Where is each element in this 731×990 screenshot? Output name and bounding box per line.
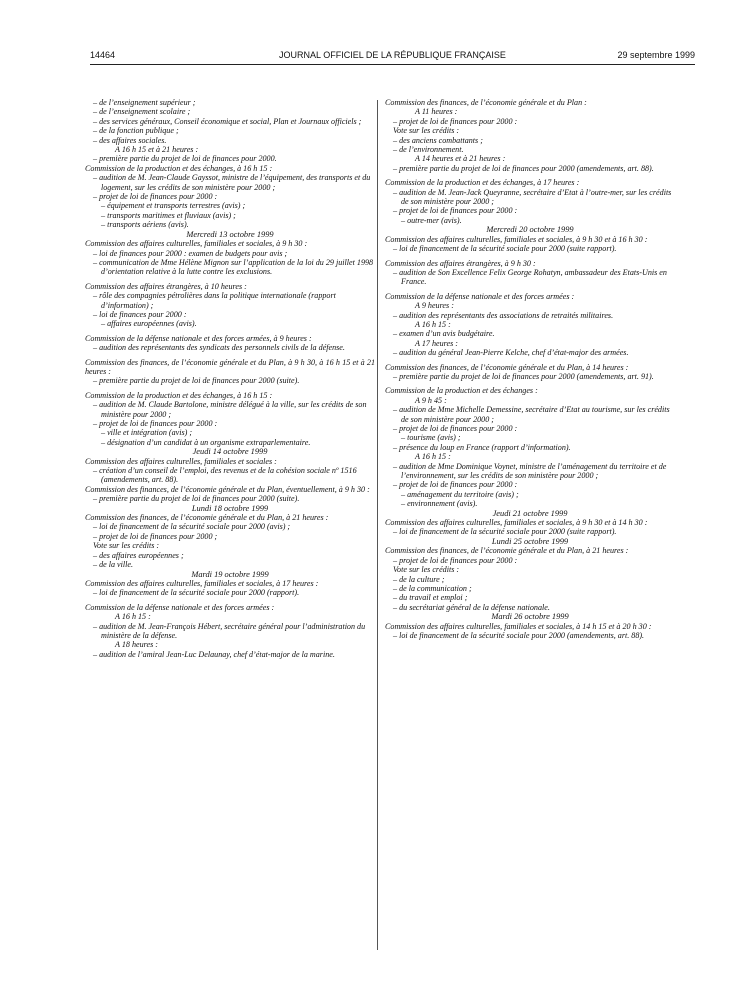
commission-heading: Commission des finances, de l’économie générale et du Plan, à 21 heures : <box>385 546 629 556</box>
date-heading: Lundi 18 octobre 1999 <box>191 503 269 513</box>
agenda-item: – audition de l’amiral Jean-Luc Delaunay, chef d’état-major de la marine. <box>93 649 335 659</box>
date-heading: Lundi 25 octobre 1999 <box>491 536 569 546</box>
agenda-item: – première partie du projet de loi de finances pour 2000. <box>93 154 277 164</box>
agenda-subitem: – transports maritimes et fluviaux (avis) ; <box>101 210 236 220</box>
agenda-item: – audition des représentants des syndicats des personnels civils de la défense. <box>93 343 345 353</box>
time-label: A 16 h 15 : <box>115 612 151 622</box>
commission-heading: Commission des affaires culturelles, familiales et sociales, à 9 h 30 et à 16 h 30 : <box>385 234 648 244</box>
time-label: A 9 heures : <box>415 301 454 311</box>
agenda-item: – création d’un conseil de l’emploi, des revenus et de la cohésion sociale nº 1516 (amendements, art. 88). <box>93 466 357 485</box>
left-column <box>85 98 375 659</box>
agenda-item: – loi de financement de la sécurité sociale pour 2000 (suite rapport). <box>393 244 617 254</box>
right-column <box>385 98 675 640</box>
agenda-item: – rôle des compagnies pétrolières dans la politique internationale (rapport d’information) ; <box>93 291 336 310</box>
agenda-item: – projet de loi de finances pour 2000 : <box>93 419 218 428</box>
commission-heading: Commission des affaires culturelles, familiales et sociales : <box>85 456 277 466</box>
agenda-item: – du secrétariat général de la défense nationale. <box>393 602 550 612</box>
agenda-subitem: – désignation d’un candidat à un organisme extraparlementaire. <box>101 437 311 447</box>
agenda-item: – projet de loi de finances pour 2000 : <box>393 206 518 216</box>
commission-heading: Commission des affaires culturelles, familiales et sociales, à 9 h 30 et à 14 h 30 : <box>385 518 648 528</box>
agenda-item: – audition du général Jean-Pierre Kelche, chef d’état-major des armées. <box>393 348 629 358</box>
agenda-item: – communication de Mme Hélène Mignon sur l’application de la loi du 29 juillet 1998 d’orientation relative à la lutte contre les exclusions. <box>93 257 374 277</box>
commission-heading: Commission des affaires culturelles, familiales et sociales, à 14 h 15 et à 20 h 30 : <box>385 621 652 631</box>
agenda-item: – du travail et emploi ; <box>393 593 468 603</box>
header-rule <box>90 64 695 65</box>
commission-heading: Commission de la défense nationale et des forces armées : <box>85 602 275 612</box>
agenda-item: – des affaires sociales. <box>93 135 167 145</box>
agenda-item: – première partie du projet de loi de finances pour 2000 (suite). <box>93 494 300 504</box>
agenda-item: – des services généraux, Conseil économique et social, Plan et Journaux officiels ; <box>93 116 362 126</box>
agenda-item: – audition de M. Jean-François Hébert, secrétaire général pour l’administration du ministère de la défense. <box>93 621 366 640</box>
commission-heading: Commission des finances, de l’économie générale et du Plan : <box>385 98 587 107</box>
vote-label: Vote sur les crédits : <box>93 541 160 551</box>
agenda-item: – audition de Mme Dominique Voynet, ministre de l’aménagement du territoire et de l’environnement, sur les crédits de son ministère pour 2000 ; <box>393 461 667 481</box>
commission-heading: Commission des finances, de l’économie générale et du Plan, éventuellement, à 9 h 30 : <box>85 484 370 494</box>
agenda-item: – première partie du projet de loi de finances pour 2000 (suite). <box>93 376 300 386</box>
commission-heading: Commission de la production et des échanges, à 16 h 15 : <box>85 163 273 173</box>
agenda-item: – projet de loi de finances pour 2000 ; <box>93 531 218 541</box>
agenda-item: – projet de loi de finances pour 2000 : <box>393 480 518 490</box>
agenda-item: – examen d’un avis budgétaire. <box>393 329 495 339</box>
time-label: A 17 heures : <box>415 338 458 348</box>
agenda-subitem: – transports aériens (avis). <box>101 220 189 230</box>
agenda-subitem: – environnement (avis). <box>401 499 478 509</box>
vote-label: Vote sur les crédits : <box>393 565 460 575</box>
commission-heading: Commission des finances, de l’économie générale et du Plan, à 14 heures : <box>385 362 629 372</box>
agenda-item: – première partie du projet de loi de finances pour 2000 (amendements, art. 88). <box>393 163 654 173</box>
agenda-item: – audition de M. Claude Bartolone, ministre délégué à la ville, sur les crédits de son ministère pour 2000 ; <box>93 400 367 419</box>
agenda-item: – de l’enseignement supérieur ; <box>93 98 196 107</box>
time-label: A 18 heures : <box>115 640 158 650</box>
commission-heading: Commission de la production et des échanges : <box>385 386 538 396</box>
agenda-subitem: – aménagement du territoire (avis) ; <box>401 489 519 499</box>
date-heading: Mercredi 13 octobre 1999 <box>186 229 274 239</box>
date-heading: Jeudi 14 octobre 1999 <box>192 447 268 457</box>
commission-heading: Commission de la production et des échanges, à 16 h 15 : <box>85 390 273 400</box>
agenda-subitem: – tourisme (avis) ; <box>401 433 461 443</box>
time-label: A 9 h 45 : <box>415 395 447 405</box>
commission-heading: Commission des affaires étrangères, à 9 h 30 : <box>385 258 536 268</box>
date-heading: Jeudi 21 octobre 1999 <box>492 508 568 518</box>
commission-heading: Commission des affaires étrangères, à 10 heures : <box>85 281 247 291</box>
agenda-item: – projet de loi de finances pour 2000 : <box>93 192 218 202</box>
time-label: A 16 h 15 et à 21 heures : <box>115 145 199 155</box>
agenda-item: – première partie du projet de loi de finances pour 2000 (amendements, art. 91). <box>393 371 654 381</box>
agenda-item: – audition de M. Jean-Jack Queyranne, secrétaire d’Etat à l’outre-mer, sur les crédits de son ministère pour 2000 ; <box>393 187 672 207</box>
agenda-item: – audition de Mme Michelle Demessine, secrétaire d’Etat au tourisme, sur les crédits de son ministère pour 2000 ; <box>393 405 670 424</box>
agenda-subitem: – outre-mer (avis). <box>401 215 462 225</box>
commission-heading: Commission des finances, de l’économie générale et du Plan, à 21 heures : <box>85 513 329 523</box>
agenda-item: – audition de Son Excellence Felix George Rohatyn, ambassadeur des Etats-Unis en France. <box>393 267 667 287</box>
agenda-subitem: – équipement et transports terrestres (avis) ; <box>101 201 246 211</box>
agenda-item: – des affaires européennes ; <box>93 550 184 560</box>
agenda-item: – audition de M. Jean-Claude Gayssot, ministre de l’équipement, des transports et du logement, sur les crédits de son ministère pour 2000 ; <box>93 173 371 192</box>
agenda-item: – loi de financement de la sécurité sociale pour 2000 (avis) ; <box>93 522 291 532</box>
column-divider <box>377 100 378 950</box>
agenda-item: – projet de loi de finances pour 2000 : <box>393 555 518 565</box>
agenda-item: – projet de loi de finances pour 2000 : <box>393 116 518 126</box>
agenda-item: – de la fonction publique ; <box>93 126 179 136</box>
time-label: A 16 h 15 : <box>415 452 451 462</box>
agenda-subitem: – affaires européennes (avis). <box>101 319 197 329</box>
agenda-item: – loi de financement de la sécurité sociale pour 2000 (suite rapport). <box>393 527 617 537</box>
commission-heading: Commission de la défense nationale et des forces armées : <box>385 291 575 301</box>
agenda-item: – loi de finances pour 2000 : examen de budgets pour avis ; <box>93 248 288 258</box>
commission-heading: Commission de la défense nationale et des forces armées, à 9 heures : <box>85 333 312 343</box>
agenda-item: – de la culture ; <box>393 574 445 584</box>
agenda-subitem: – ville et intégration (avis) ; <box>101 428 193 438</box>
date-heading: Mardi 19 octobre 1999 <box>191 569 269 579</box>
agenda-item: – présence du loup en France (rapport d’information). <box>393 442 571 452</box>
page-number: 14464 <box>90 50 116 60</box>
agenda-item: – audition des représentants des associations de retraités militaires. <box>393 310 614 320</box>
date-heading: Mardi 26 octobre 1999 <box>491 612 569 622</box>
journal-title: JOURNAL OFFICIEL DE LA RÉPUBLIQUE FRANÇAISE <box>279 50 506 60</box>
agenda-item: – loi de financement de la sécurité sociale pour 2000 (rapport). <box>93 588 300 598</box>
agenda-item: – de la ville. <box>93 560 134 570</box>
date-heading: Mercredi 20 octobre 1999 <box>486 225 574 235</box>
time-label: A 14 heures et à 21 heures : <box>415 154 506 164</box>
agenda-item: – de l’enseignement scolaire ; <box>93 107 191 117</box>
vote-label: Vote sur les crédits : <box>393 126 460 136</box>
agenda-item: – des anciens combattants ; <box>393 135 483 145</box>
issue-date: 29 septembre 1999 <box>617 50 695 60</box>
agenda-item: – projet de loi de finances pour 2000 : <box>393 424 518 433</box>
commission-heading: Commission de la production et des échanges, à 17 heures : <box>385 178 580 188</box>
time-label: A 16 h 15 : <box>415 319 451 329</box>
agenda-item: – loi de finances pour 2000 : <box>93 309 187 319</box>
agenda-item: – de la communication ; <box>393 583 472 593</box>
agenda-item: – loi de financement de la sécurité sociale pour 2000 (amendements, art. 88). <box>393 630 645 640</box>
commission-heading: Commission des affaires culturelles, familiales et sociales, à 9 h 30 : <box>85 239 308 249</box>
agenda-item: – de l’environnement. <box>393 145 464 155</box>
page-header <box>90 50 695 64</box>
commission-heading: Commission des affaires culturelles, familiales et sociales, à 17 heures : <box>85 578 319 588</box>
commission-heading: Commission des finances, de l’économie générale et du Plan, à 9 h 30, à 16 h 15 et à 21 heures : <box>85 357 375 376</box>
time-label: A 11 heures : <box>415 107 458 117</box>
